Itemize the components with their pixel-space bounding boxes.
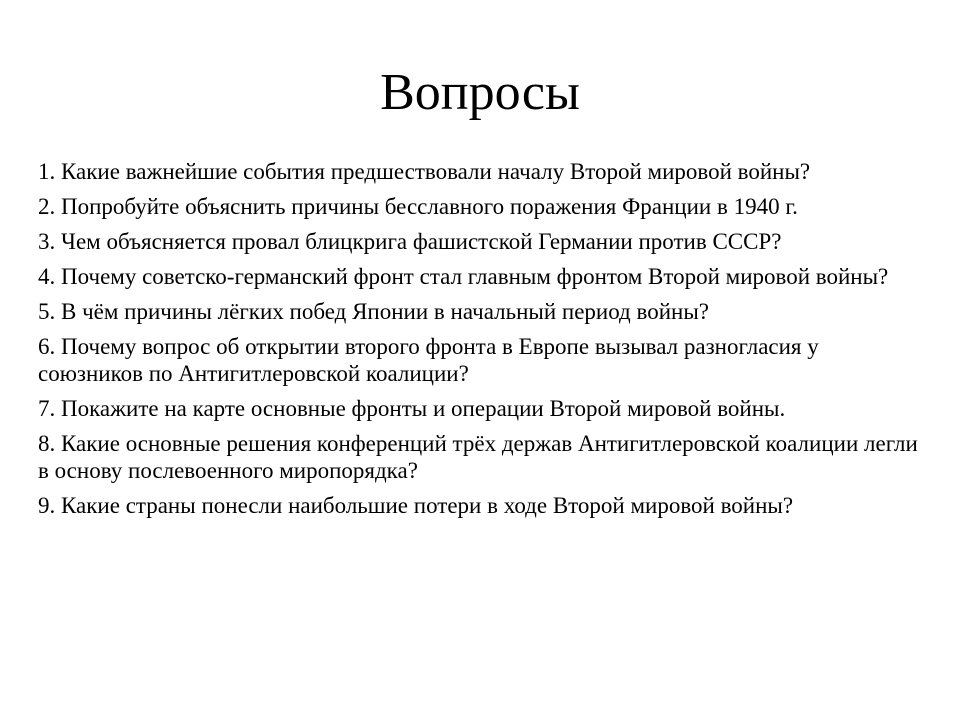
question-item-3: 3. Чем объясняется провал блицкрига фашистской Германии против СССР? bbox=[38, 229, 782, 254]
question-item-4: 4. Почему советско-германский фронт стал главным фронтом Второй мировой войны? bbox=[38, 264, 889, 289]
question-item-8: 8. Какие основные решения конференций трёх держав Антигитлеровской коалиции легли в основу послевоенного миропорядка? bbox=[38, 431, 918, 483]
question-item-5: 5. В чём причины лёгких побед Японии в начальный период войны? bbox=[38, 299, 709, 324]
questions-list bbox=[38, 158, 918, 527]
question-item-1: 1. Какие важнейшие события предшествовали началу Второй мировой войны? bbox=[38, 159, 811, 184]
question-item-9: 9. Какие страны понесли наибольшие потери в ходе Второй мировой войны? bbox=[38, 493, 794, 518]
question-item-6: 6. Почему вопрос об открытии второго фронта в Европе вызывал разногласия у союзников по Антигитлеровской коалиции? bbox=[38, 334, 819, 386]
slide-title: Вопросы bbox=[380, 64, 580, 121]
question-item-2: 2. Попробуйте объяснить причины бесславного поражения Франции в 1940 г. bbox=[38, 194, 798, 219]
question-item-7: 7. Покажите на карте основные фронты и операции Второй мировой войны. bbox=[38, 396, 786, 421]
